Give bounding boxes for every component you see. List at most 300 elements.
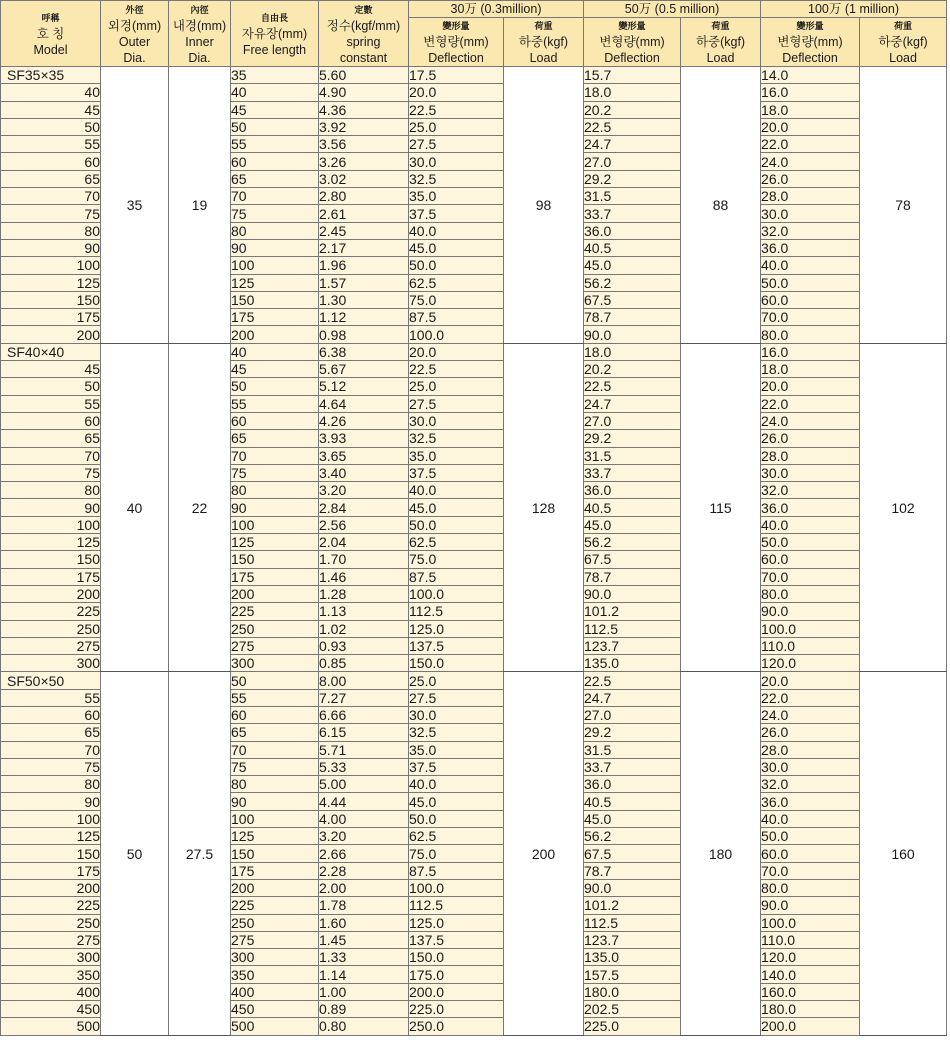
deflection-1m-cell: 50.0 (761, 828, 860, 845)
header-load: 荷重 하중(kgf) Load (681, 18, 761, 67)
deflection-1m-cell: 80.0 (761, 879, 860, 896)
deflection-1m-cell: 30.0 (761, 758, 860, 775)
deflection-1m-cell: 16.0 (761, 343, 860, 360)
deflection-1m-cell: 16.0 (761, 84, 860, 101)
spring-constant-cell: 0.89 (319, 1001, 409, 1018)
model-cell: 80 (1, 776, 101, 793)
deflection-0.3m-cell: 25.0 (409, 378, 504, 395)
deflection-0.3m-cell: 87.5 (409, 309, 504, 326)
deflection-0.3m-cell: 75.0 (409, 551, 504, 568)
deflection-0.3m-cell: 125.0 (409, 620, 504, 637)
deflection-0.3m-cell: 87.5 (409, 568, 504, 585)
deflection-1m-cell: 20.0 (761, 378, 860, 395)
deflection-0.5m-cell: 45.0 (584, 810, 681, 827)
model-cell: 500 (1, 1018, 101, 1035)
model-cell: 250 (1, 914, 101, 931)
spring-constant-cell: 5.12 (319, 378, 409, 395)
table-row (1, 67, 947, 84)
deflection-0.5m-cell: 101.2 (584, 603, 681, 620)
free-length-cell: 250 (231, 914, 319, 931)
spring-constant-cell: 1.12 (319, 309, 409, 326)
free-length-cell: 125 (231, 534, 319, 551)
spring-constant-cell: 1.02 (319, 620, 409, 637)
header-outer-dia: 外徑 외경(mm) Outer Dia. (101, 1, 169, 67)
deflection-1m-cell: 70.0 (761, 309, 860, 326)
deflection-0.3m-cell: 32.5 (409, 170, 504, 187)
spring-constant-cell: 5.00 (319, 776, 409, 793)
model-cell: 90 (1, 239, 101, 256)
spring-constant-cell: 3.40 (319, 464, 409, 481)
deflection-0.5m-cell: 31.5 (584, 188, 681, 205)
free-length-cell: 70 (231, 188, 319, 205)
deflection-0.3m-cell: 100.0 (409, 326, 504, 343)
spring-constant-cell: 6.66 (319, 706, 409, 723)
model-cell: 150 (1, 845, 101, 862)
deflection-0.5m-cell: 36.0 (584, 222, 681, 239)
spring-constant-cell: 1.46 (319, 568, 409, 585)
free-length-cell: 50 (231, 378, 319, 395)
model-cell: 200 (1, 585, 101, 602)
deflection-0.3m-cell: 175.0 (409, 966, 504, 983)
spring-constant-cell: 2.80 (319, 188, 409, 205)
deflection-0.5m-cell: 56.2 (584, 828, 681, 845)
deflection-0.3m-cell: 20.0 (409, 343, 504, 360)
deflection-0.5m-cell: 31.5 (584, 447, 681, 464)
model-cell: 60 (1, 153, 101, 170)
model-cell: 225 (1, 897, 101, 914)
model-cell: 60 (1, 412, 101, 429)
model-cell: SF50×50 (1, 672, 101, 689)
free-length-cell: 75 (231, 205, 319, 222)
free-length-cell: 175 (231, 309, 319, 326)
outer-dia-cell: 35 (101, 67, 169, 344)
deflection-0.3m-cell: 45.0 (409, 793, 504, 810)
spring-constant-cell: 5.67 (319, 361, 409, 378)
deflection-1m-cell: 20.0 (761, 118, 860, 135)
deflection-0.5m-cell: 22.5 (584, 118, 681, 135)
spring-constant-cell: 5.60 (319, 67, 409, 84)
deflection-0.5m-cell: 15.7 (584, 67, 681, 84)
free-length-cell: 60 (231, 153, 319, 170)
deflection-0.5m-cell: 135.0 (584, 655, 681, 672)
deflection-0.3m-cell: 40.0 (409, 776, 504, 793)
deflection-0.3m-cell: 150.0 (409, 949, 504, 966)
deflection-0.3m-cell: 22.5 (409, 101, 504, 118)
outer-dia-cell: 50 (101, 672, 169, 1035)
free-length-cell: 80 (231, 776, 319, 793)
header-free-length: 自由長 자유장(mm) Free length (231, 1, 319, 67)
deflection-0.3m-cell: 27.5 (409, 395, 504, 412)
free-length-cell: 65 (231, 430, 319, 447)
spring-constant-cell: 4.90 (319, 84, 409, 101)
deflection-0.3m-cell: 40.0 (409, 222, 504, 239)
deflection-1m-cell: 80.0 (761, 326, 860, 343)
deflection-1m-cell: 80.0 (761, 585, 860, 602)
deflection-1m-cell: 14.0 (761, 67, 860, 84)
deflection-0.3m-cell: 45.0 (409, 499, 504, 516)
model-cell: 300 (1, 949, 101, 966)
spring-constant-cell: 8.00 (319, 672, 409, 689)
free-length-cell: 60 (231, 412, 319, 429)
deflection-0.5m-cell: 33.7 (584, 758, 681, 775)
deflection-0.3m-cell: 62.5 (409, 534, 504, 551)
spring-constant-cell: 6.15 (319, 724, 409, 741)
header-model: 呼稱 호 칭 Model (1, 1, 101, 67)
deflection-1m-cell: 40.0 (761, 810, 860, 827)
free-length-cell: 40 (231, 84, 319, 101)
deflection-1m-cell: 24.0 (761, 153, 860, 170)
spring-constant-cell: 1.30 (319, 291, 409, 308)
spring-constant-cell: 1.96 (319, 257, 409, 274)
spring-constant-cell: 1.14 (319, 966, 409, 983)
deflection-0.3m-cell: 27.5 (409, 136, 504, 153)
free-length-cell: 70 (231, 447, 319, 464)
deflection-0.5m-cell: 33.7 (584, 205, 681, 222)
deflection-1m-cell: 22.0 (761, 136, 860, 153)
inner-dia-cell: 27.5 (169, 672, 231, 1035)
deflection-0.5m-cell: 78.7 (584, 862, 681, 879)
deflection-1m-cell: 20.0 (761, 672, 860, 689)
spring-constant-cell: 0.98 (319, 326, 409, 343)
deflection-0.5m-cell: 24.7 (584, 689, 681, 706)
deflection-1m-cell: 18.0 (761, 101, 860, 118)
deflection-0.5m-cell: 67.5 (584, 291, 681, 308)
deflection-0.3m-cell: 112.5 (409, 897, 504, 914)
deflection-0.5m-cell: 67.5 (584, 551, 681, 568)
spring-constant-cell: 0.80 (319, 1018, 409, 1035)
deflection-1m-cell: 120.0 (761, 655, 860, 672)
free-length-cell: 125 (231, 828, 319, 845)
free-length-cell: 40 (231, 343, 319, 360)
header-load: 荷重 하중(kgf) Load (504, 18, 584, 67)
free-length-cell: 400 (231, 983, 319, 1000)
deflection-0.3m-cell: 100.0 (409, 585, 504, 602)
deflection-0.3m-cell: 32.5 (409, 724, 504, 741)
free-length-cell: 500 (231, 1018, 319, 1035)
model-cell: 275 (1, 931, 101, 948)
free-length-cell: 225 (231, 603, 319, 620)
deflection-0.5m-cell: 24.7 (584, 395, 681, 412)
model-cell: 55 (1, 136, 101, 153)
free-length-cell: 200 (231, 879, 319, 896)
model-cell: 50 (1, 118, 101, 135)
deflection-1m-cell: 30.0 (761, 464, 860, 481)
deflection-0.5m-cell: 135.0 (584, 949, 681, 966)
deflection-0.5m-cell: 18.0 (584, 343, 681, 360)
deflection-0.5m-cell: 45.0 (584, 257, 681, 274)
deflection-1m-cell: 32.0 (761, 776, 860, 793)
spring-constant-cell: 1.70 (319, 551, 409, 568)
deflection-0.3m-cell: 32.5 (409, 430, 504, 447)
model-cell: 75 (1, 758, 101, 775)
deflection-0.5m-cell: 22.5 (584, 672, 681, 689)
load-1m-cell: 160 (860, 672, 947, 1035)
header-spring-constant: 定數 정수(kgf/mm) spring constant (319, 1, 409, 67)
deflection-0.5m-cell: 29.2 (584, 170, 681, 187)
model-cell: 80 (1, 482, 101, 499)
spring-constant-cell: 2.61 (319, 205, 409, 222)
deflection-0.3m-cell: 75.0 (409, 845, 504, 862)
deflection-0.3m-cell: 137.5 (409, 931, 504, 948)
deflection-1m-cell: 36.0 (761, 239, 860, 256)
model-cell: 60 (1, 706, 101, 723)
deflection-0.3m-cell: 25.0 (409, 118, 504, 135)
deflection-1m-cell: 36.0 (761, 499, 860, 516)
deflection-1m-cell: 28.0 (761, 188, 860, 205)
free-length-cell: 45 (231, 101, 319, 118)
model-cell: 70 (1, 188, 101, 205)
deflection-0.5m-cell: 29.2 (584, 724, 681, 741)
spring-constant-cell: 4.00 (319, 810, 409, 827)
deflection-1m-cell: 180.0 (761, 1001, 860, 1018)
deflection-0.5m-cell: 36.0 (584, 776, 681, 793)
deflection-0.5m-cell: 27.0 (584, 706, 681, 723)
spring-constant-cell: 1.00 (319, 983, 409, 1000)
deflection-0.3m-cell: 45.0 (409, 239, 504, 256)
model-cell: 350 (1, 966, 101, 983)
free-length-cell: 150 (231, 551, 319, 568)
free-length-cell: 150 (231, 845, 319, 862)
deflection-0.5m-cell: 112.5 (584, 620, 681, 637)
spring-constant-cell: 2.04 (319, 534, 409, 551)
spring-constant-cell: 1.57 (319, 274, 409, 291)
load-0.5m-cell: 115 (681, 343, 761, 672)
deflection-0.3m-cell: 200.0 (409, 983, 504, 1000)
header-group-0.3million: 30万 (0.3million) (409, 1, 584, 18)
deflection-0.3m-cell: 75.0 (409, 291, 504, 308)
deflection-0.5m-cell: 56.2 (584, 274, 681, 291)
free-length-cell: 175 (231, 862, 319, 879)
spring-constant-cell: 3.20 (319, 828, 409, 845)
deflection-0.5m-cell: 40.5 (584, 793, 681, 810)
deflection-1m-cell: 90.0 (761, 603, 860, 620)
deflection-1m-cell: 24.0 (761, 706, 860, 723)
free-length-cell: 275 (231, 637, 319, 654)
model-cell: 200 (1, 879, 101, 896)
spring-constant-cell: 6.38 (319, 343, 409, 360)
spring-constant-cell: 2.56 (319, 516, 409, 533)
free-length-cell: 65 (231, 170, 319, 187)
model-cell: 45 (1, 361, 101, 378)
spring-constant-cell: 1.78 (319, 897, 409, 914)
spring-constant-cell: 4.36 (319, 101, 409, 118)
model-cell: 70 (1, 447, 101, 464)
spring-constant-cell: 5.33 (319, 758, 409, 775)
deflection-0.5m-cell: 78.7 (584, 309, 681, 326)
free-length-cell: 60 (231, 706, 319, 723)
deflection-0.5m-cell: 40.5 (584, 239, 681, 256)
deflection-1m-cell: 70.0 (761, 862, 860, 879)
deflection-0.3m-cell: 137.5 (409, 637, 504, 654)
inner-dia-cell: 19 (169, 67, 231, 344)
header-inner-dia: 內徑 내경(mm) Inner Dia. (169, 1, 231, 67)
model-cell: 400 (1, 983, 101, 1000)
deflection-0.3m-cell: 100.0 (409, 879, 504, 896)
load-0.3m-cell: 128 (504, 343, 584, 672)
spring-constant-cell: 3.56 (319, 136, 409, 153)
free-length-cell: 200 (231, 585, 319, 602)
deflection-0.3m-cell: 17.5 (409, 67, 504, 84)
deflection-1m-cell: 30.0 (761, 205, 860, 222)
deflection-1m-cell: 32.0 (761, 222, 860, 239)
spring-constant-cell: 1.28 (319, 585, 409, 602)
model-cell: SF35×35 (1, 67, 101, 84)
deflection-1m-cell: 140.0 (761, 966, 860, 983)
model-cell: 125 (1, 274, 101, 291)
spring-constant-cell: 4.44 (319, 793, 409, 810)
deflection-0.3m-cell: 112.5 (409, 603, 504, 620)
deflection-0.3m-cell: 50.0 (409, 516, 504, 533)
free-length-cell: 350 (231, 966, 319, 983)
deflection-1m-cell: 24.0 (761, 412, 860, 429)
deflection-1m-cell: 70.0 (761, 568, 860, 585)
model-cell: 75 (1, 464, 101, 481)
load-0.5m-cell: 180 (681, 672, 761, 1035)
deflection-0.3m-cell: 62.5 (409, 828, 504, 845)
deflection-0.5m-cell: 33.7 (584, 464, 681, 481)
deflection-0.5m-cell: 90.0 (584, 585, 681, 602)
model-cell: 250 (1, 620, 101, 637)
outer-dia-cell: 40 (101, 343, 169, 672)
spring-constant-cell: 7.27 (319, 689, 409, 706)
model-cell: 40 (1, 84, 101, 101)
model-cell: 125 (1, 534, 101, 551)
model-cell: 100 (1, 810, 101, 827)
model-cell: 175 (1, 309, 101, 326)
load-0.5m-cell: 88 (681, 67, 761, 344)
free-length-cell: 55 (231, 395, 319, 412)
spring-constant-cell: 4.64 (319, 395, 409, 412)
deflection-1m-cell: 26.0 (761, 430, 860, 447)
model-cell: 100 (1, 257, 101, 274)
deflection-1m-cell: 160.0 (761, 983, 860, 1000)
model-cell: 70 (1, 741, 101, 758)
free-length-cell: 150 (231, 291, 319, 308)
free-length-cell: 90 (231, 499, 319, 516)
deflection-1m-cell: 50.0 (761, 534, 860, 551)
spring-constant-cell: 5.71 (319, 741, 409, 758)
deflection-1m-cell: 26.0 (761, 724, 860, 741)
model-cell: 55 (1, 395, 101, 412)
deflection-0.5m-cell: 123.7 (584, 931, 681, 948)
deflection-0.3m-cell: 250.0 (409, 1018, 504, 1035)
deflection-0.5m-cell: 101.2 (584, 897, 681, 914)
deflection-0.5m-cell: 225.0 (584, 1018, 681, 1035)
deflection-1m-cell: 120.0 (761, 949, 860, 966)
header-deflection: 變形量 변형량(mm) Deflection (761, 18, 860, 67)
deflection-0.3m-cell: 62.5 (409, 274, 504, 291)
model-cell: 100 (1, 516, 101, 533)
spring-constant-cell: 3.02 (319, 170, 409, 187)
model-cell: 65 (1, 430, 101, 447)
free-length-cell: 65 (231, 724, 319, 741)
spring-constant-cell: 2.00 (319, 879, 409, 896)
deflection-0.5m-cell: 27.0 (584, 153, 681, 170)
spring-constant-cell: 1.33 (319, 949, 409, 966)
model-cell: 50 (1, 378, 101, 395)
deflection-1m-cell: 22.0 (761, 395, 860, 412)
model-cell: 275 (1, 637, 101, 654)
free-length-cell: 275 (231, 931, 319, 948)
deflection-0.3m-cell: 87.5 (409, 862, 504, 879)
free-length-cell: 55 (231, 689, 319, 706)
spring-constant-cell: 2.45 (319, 222, 409, 239)
free-length-cell: 200 (231, 326, 319, 343)
free-length-cell: 250 (231, 620, 319, 637)
deflection-0.5m-cell: 24.7 (584, 136, 681, 153)
load-0.3m-cell: 200 (504, 672, 584, 1035)
model-cell: 450 (1, 1001, 101, 1018)
model-cell: 90 (1, 793, 101, 810)
deflection-0.5m-cell: 90.0 (584, 326, 681, 343)
deflection-0.5m-cell: 67.5 (584, 845, 681, 862)
deflection-0.3m-cell: 50.0 (409, 810, 504, 827)
deflection-1m-cell: 28.0 (761, 741, 860, 758)
spring-constant-cell: 4.26 (319, 412, 409, 429)
model-cell: SF40×40 (1, 343, 101, 360)
deflection-0.3m-cell: 27.5 (409, 689, 504, 706)
deflection-0.3m-cell: 35.0 (409, 447, 504, 464)
deflection-0.5m-cell: 180.0 (584, 983, 681, 1000)
deflection-0.5m-cell: 29.2 (584, 430, 681, 447)
free-length-cell: 300 (231, 949, 319, 966)
spring-constant-cell: 1.60 (319, 914, 409, 931)
deflection-0.5m-cell: 90.0 (584, 879, 681, 896)
model-cell: 65 (1, 724, 101, 741)
free-length-cell: 100 (231, 257, 319, 274)
deflection-1m-cell: 60.0 (761, 291, 860, 308)
deflection-0.5m-cell: 31.5 (584, 741, 681, 758)
deflection-1m-cell: 110.0 (761, 931, 860, 948)
header-deflection: 變形量 변형량(mm) Deflection (409, 18, 504, 67)
deflection-0.5m-cell: 78.7 (584, 568, 681, 585)
spring-constant-cell: 0.93 (319, 637, 409, 654)
deflection-0.3m-cell: 40.0 (409, 482, 504, 499)
deflection-0.5m-cell: 157.5 (584, 966, 681, 983)
model-cell: 150 (1, 551, 101, 568)
header-group-0.5million: 50万 (0.5 million) (584, 1, 761, 18)
table-body (1, 67, 947, 1036)
free-length-cell: 50 (231, 118, 319, 135)
deflection-0.3m-cell: 50.0 (409, 257, 504, 274)
spring-constant-cell: 3.93 (319, 430, 409, 447)
deflection-0.5m-cell: 56.2 (584, 534, 681, 551)
free-length-cell: 55 (231, 136, 319, 153)
free-length-cell: 70 (231, 741, 319, 758)
deflection-0.3m-cell: 30.0 (409, 412, 504, 429)
deflection-0.3m-cell: 150.0 (409, 655, 504, 672)
deflection-1m-cell: 50.0 (761, 274, 860, 291)
free-length-cell: 100 (231, 516, 319, 533)
header-group-1million: 100万 (1 million) (761, 1, 947, 18)
spring-constant-cell: 3.65 (319, 447, 409, 464)
spring-constant-cell: 2.17 (319, 239, 409, 256)
table-row (1, 343, 947, 360)
deflection-1m-cell: 40.0 (761, 516, 860, 533)
spring-constant-cell: 1.45 (319, 931, 409, 948)
model-cell: 65 (1, 170, 101, 187)
deflection-0.5m-cell: 36.0 (584, 482, 681, 499)
free-length-cell: 75 (231, 464, 319, 481)
free-length-cell: 80 (231, 482, 319, 499)
deflection-0.5m-cell: 18.0 (584, 84, 681, 101)
spring-constant-cell: 2.84 (319, 499, 409, 516)
deflection-1m-cell: 26.0 (761, 170, 860, 187)
deflection-0.3m-cell: 37.5 (409, 464, 504, 481)
deflection-0.3m-cell: 37.5 (409, 205, 504, 222)
model-cell: 200 (1, 326, 101, 343)
deflection-0.5m-cell: 202.5 (584, 1001, 681, 1018)
